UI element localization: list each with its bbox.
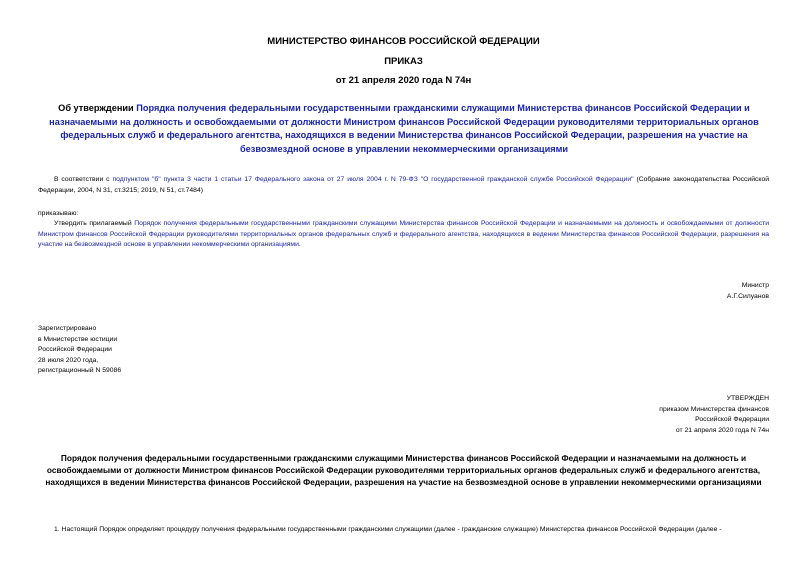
procedure-title: Порядок получения федеральными государственными гражданскими служащими Министерства финансов Российской Федерации и назначаемыми на должность и освобождаемыми от должности Министром финансов Российской Федерации руководителями территориальных органов федеральных служб и федерального агентства, находящихся в ведении Министерства финансов Российской Федерации, разрешения на участие на безвозмездной основе в управлении некоммерческими организациями xyxy=(45,453,762,487)
approved-line: Российской Федерации xyxy=(695,416,769,424)
preamble-paragraph xyxy=(38,175,769,196)
registration-line: в Министерстве юстиции xyxy=(38,335,118,343)
order-text: Утвердить прилагаемый xyxy=(54,220,135,227)
signature-name: А.Г.Силуанов xyxy=(726,293,769,300)
registration-block xyxy=(38,324,121,377)
doc-type-heading: ПРИКАЗ xyxy=(384,56,423,67)
registration-line: регистрационный N 59086 xyxy=(38,367,122,375)
order-paragraph xyxy=(38,219,769,251)
registration-line: Российской Федерации xyxy=(38,346,112,354)
preamble-text: В соответствии с xyxy=(54,176,113,183)
approved-block xyxy=(659,394,769,436)
ministry-heading: МИНИСТЕРСТВО ФИНАНСОВ РОССИЙСКОЙ ФЕДЕРАЦИИ xyxy=(267,36,540,47)
approved-line: УТВЕРЖДЕН xyxy=(726,395,769,402)
law-reference-link[interactable]: подпунктом "б" пункта 3 части 1 статьи 17 Федерального закона от 27 июля 2004 г. N 79-ФЗ "О государственной гражданской службе Российской Федерации" xyxy=(112,176,634,183)
document-title-link[interactable]: Порядка получения федеральными государственными гражданскими служащими Министерства финансов Российской Федерации и назначаемыми на должность и освобождаемыми от должности Министром финансов Российской Федерации руководителями территориальных органов федеральных служб и федерального агентства, находящихся в ведении Министерства финансов Российской Федерации, разрешения на участие на безвозмездной основе в управлении некоммерческими организациями xyxy=(49,103,759,154)
clause-1: 1. Настоящий Порядок определяет процедуру получения федеральными государственными гражданскими служащими (далее - гражданские служащие) Министерства финансов Российской Федерации (далее - xyxy=(54,526,722,533)
document-title xyxy=(45,102,763,156)
approved-line: от 21 апреля 2020 года N 74н xyxy=(675,426,769,434)
order-word: приказываю: xyxy=(38,210,79,217)
document-title-prefix: Об утверждении xyxy=(58,103,137,113)
registration-line: Зарегистрировано xyxy=(38,325,97,332)
order-end: . xyxy=(298,241,301,249)
approved-line: приказом Министерства финансов xyxy=(659,405,769,413)
doc-date-number: от 21 апреля 2020 года N 74н xyxy=(335,75,472,86)
signature-position: Министр xyxy=(741,282,769,289)
procedure-link[interactable]: Порядок получения федеральными государственными гражданскими служащими Министерства финансов Российской Федерации и назначаемыми на должность и освобождаемыми от должности Министром финансов Российской Федерации руководителями территориальных органов федеральных служб и федерального агентства, находящихся в ведении Министерства финансов Российской Федерации, разрешения на участие на безвозмездной основе в управлении некоммерческими организациями xyxy=(38,220,770,249)
registration-line: 28 июля 2020 года, xyxy=(38,356,99,364)
preamble-source: (Собрание законодательства Российской Федерации, 2004, N 31, ст.3215; 2019, N 51, ст.7484) xyxy=(38,176,770,194)
